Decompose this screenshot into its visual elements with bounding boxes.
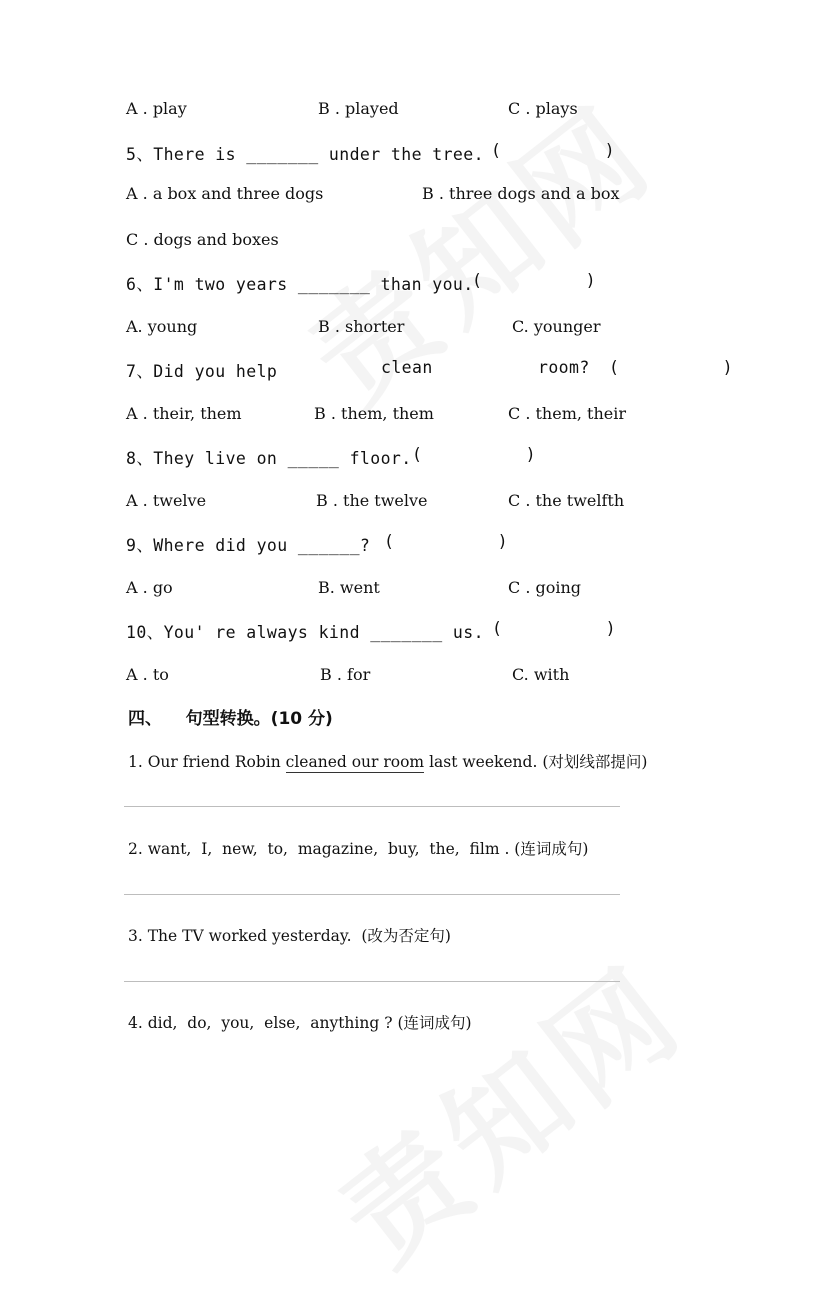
question-stem: 8、They live on _____ floor. — [126, 449, 412, 468]
underlined-phrase: cleaned our room — [285, 753, 425, 771]
option-a: A . play — [126, 99, 187, 118]
answer-paren: ( ) — [412, 445, 537, 464]
question-stem-word: clean — [381, 358, 433, 377]
option-c: C . them, their — [508, 404, 627, 423]
section-title: 四、 句型转换。(10 分) — [128, 709, 333, 729]
question-stem-word: room? — [538, 358, 590, 377]
answer-line[interactable] — [124, 806, 620, 807]
answer-paren: ( ) — [492, 619, 617, 638]
watermark — [300, 920, 713, 1296]
transform-item-3: 3. The TV worked yesterday. (改为否定句) — [128, 927, 451, 945]
transform-item-1 — [128, 750, 647, 772]
option-b: B . them, them — [314, 404, 434, 423]
question-stem: 5、There is _______ under the tree. — [126, 145, 484, 164]
answer-paren: ( ) — [491, 141, 616, 160]
answer-paren: ( ) — [609, 358, 734, 377]
question-stem: 10、You' re always kind _______ us. — [126, 623, 484, 642]
item-text: 1. Our friend Robin — [128, 753, 286, 771]
transform-item-4: 4. did, do, you, else, anything ? (连词成句) — [128, 1014, 472, 1032]
option-c: C . plays — [508, 99, 578, 118]
option-c: C. with — [512, 665, 570, 684]
option-b: B . for — [320, 665, 371, 684]
option-a: A . twelve — [126, 491, 207, 510]
option-c: C . the twelfth — [508, 491, 625, 510]
option-b: B . the twelve — [316, 491, 428, 510]
option-a: A. young — [126, 317, 198, 336]
option-c: C . dogs and boxes — [126, 230, 279, 249]
option-a: A . a box and three dogs — [126, 184, 324, 203]
option-c: C. younger — [512, 317, 601, 336]
answer-paren: ( ) — [384, 532, 509, 551]
option-b: B . three dogs and a box — [422, 184, 620, 203]
option-a: A . go — [126, 578, 173, 597]
option-b: B. went — [318, 578, 380, 597]
question-stem: 9、Where did you ______? — [126, 536, 371, 555]
option-a: A . their, them — [126, 404, 242, 423]
answer-line[interactable] — [124, 894, 620, 895]
option-b: B . played — [318, 99, 399, 118]
transform-item-2: 2. want, I, new, to, magazine, buy, the, film . (连词成句) — [128, 840, 589, 858]
answer-paren: ( ) — [472, 271, 597, 290]
option-b: B . shorter — [318, 317, 405, 336]
item-text: last weekend. (对划线部提问) — [424, 753, 648, 771]
question-stem: 6、I'm two years _______ than you. — [126, 275, 474, 294]
answer-line[interactable] — [124, 981, 620, 982]
option-c: C . going — [508, 578, 582, 597]
option-a: A . to — [126, 665, 169, 684]
question-stem: 7、Did you help — [126, 362, 278, 381]
